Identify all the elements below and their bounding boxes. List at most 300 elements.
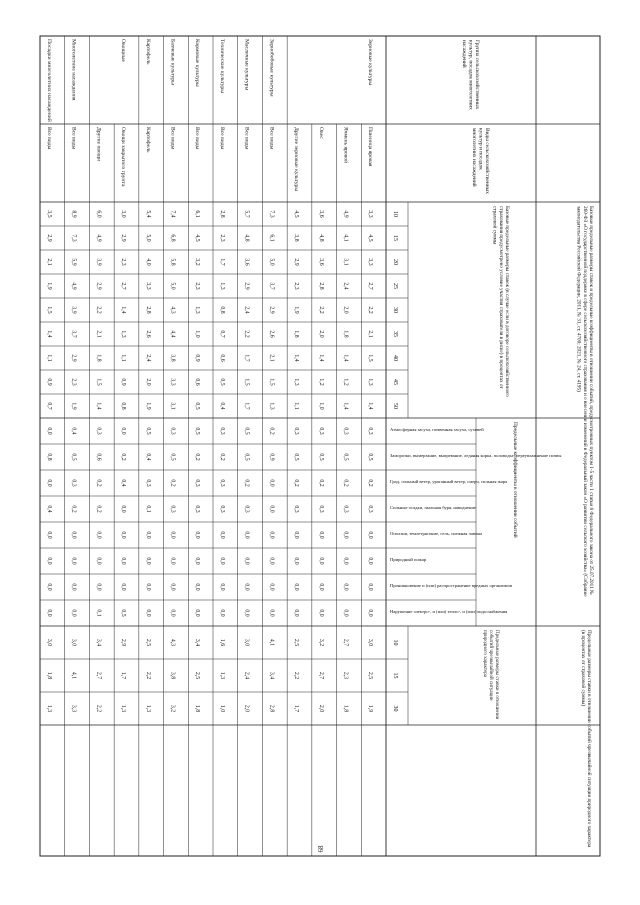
coef-cell: 0,3 bbox=[218, 427, 225, 435]
coef-cell: 0,0 bbox=[268, 557, 275, 565]
table-row-type: Пшеница яровая bbox=[367, 127, 374, 167]
base-cell: 2,6 bbox=[144, 330, 151, 338]
table-title-main: Базовые предельные размеры ставок и предельные коэффициенты в отношении событий, предусмотренных пунктом 1-5 части 1 статьи 8 Федерального закона от 25.07.2011 №260-ФЗ «О государственной поддержке в сфере сельскохозяйственного страхования и о внесении изменений в Федеральный закон «О развитии сельского хозяйства» (Собраниезаконодательства Российской Федерации, 2011, № 31, ст. 4700; 2021, № 24, ст. 4195) bbox=[575, 206, 594, 597]
base-cell: 4,5 bbox=[194, 234, 201, 242]
base-cell: 1,3 bbox=[120, 330, 127, 338]
coef-cell: 0,4 bbox=[120, 479, 127, 487]
table-row-group: Многолетние насаждения bbox=[70, 39, 77, 101]
coef-column-header: Нарушение электро-, и (или) тепло-, и (или) водоснабжения bbox=[390, 609, 508, 614]
base-cell: 3,3 bbox=[144, 282, 151, 290]
base-cell: 4,0 bbox=[144, 258, 151, 266]
base-cell: 2,2 bbox=[367, 306, 374, 314]
base-cell: 8,9 bbox=[70, 210, 77, 218]
coef-cell: 0,0 bbox=[218, 557, 225, 565]
base-cell: 0,9 bbox=[120, 378, 127, 386]
coef-cell: 0,3 bbox=[194, 479, 201, 487]
base-cell: 1,8 bbox=[342, 330, 349, 338]
base-cell: 0,9 bbox=[45, 378, 52, 386]
base-cell: 4,8 bbox=[243, 234, 250, 242]
base-cell: 2,1 bbox=[95, 330, 102, 338]
base-cell: 1,4 bbox=[342, 354, 349, 362]
coef-cell: 0,2 bbox=[218, 453, 225, 461]
base-cell: 1,8 bbox=[95, 354, 102, 362]
base-cell: 0,9 bbox=[194, 354, 201, 362]
right-cell: 3,4 bbox=[194, 638, 201, 647]
base-cell: 2,9 bbox=[243, 282, 250, 290]
coef-cell: 0,5 bbox=[243, 453, 250, 461]
base-cell: 0,4 bbox=[218, 402, 225, 410]
base-cell: 7,3 bbox=[268, 210, 275, 218]
coef-cell: 0,8 bbox=[45, 453, 52, 461]
base-cell: 2,0 bbox=[342, 306, 349, 314]
coef-cell: 0,3 bbox=[194, 505, 201, 513]
coef-cell: 0,0 bbox=[367, 583, 374, 591]
table-row-type: Картофель bbox=[144, 127, 151, 153]
coef-cell: 0,0 bbox=[45, 557, 52, 565]
coef-cell: 0,5 bbox=[243, 427, 250, 435]
coef-cell: 0,9 bbox=[268, 453, 275, 461]
base-cell: 2,9 bbox=[45, 234, 52, 242]
base-cell: 3,3 bbox=[367, 258, 374, 266]
col-coef-header: Предельные коэффициенты в отношении событий bbox=[512, 422, 518, 538]
base-threshold: 10 bbox=[392, 211, 398, 217]
coef-cell: 0,0 bbox=[367, 531, 374, 539]
coef-cell: 0,0 bbox=[367, 609, 374, 617]
right-cell: 3,2 bbox=[169, 704, 176, 713]
coef-cell: 0,0 bbox=[268, 505, 275, 513]
coef-cell: 0,2 bbox=[95, 479, 102, 487]
base-cell: 5,7 bbox=[243, 210, 250, 218]
base-cell: 1,3 bbox=[218, 282, 225, 290]
coef-cell: 0,2 bbox=[120, 453, 127, 461]
table-row-type: Другие овощи bbox=[95, 127, 102, 162]
right-threshold: 15 bbox=[392, 672, 398, 679]
coef-cell: 0,0 bbox=[70, 557, 77, 565]
right-cell: 2,0 bbox=[243, 704, 250, 713]
coef-cell: 0,0 bbox=[342, 609, 349, 617]
base-cell: 0,7 bbox=[45, 402, 52, 410]
coef-column-header: Проникновение и (или) распространение вредных организмов bbox=[390, 583, 513, 588]
base-cell: 6,1 bbox=[268, 234, 275, 242]
coef-cell: 0,0 bbox=[70, 609, 77, 617]
coef-cell: 0,3 bbox=[317, 505, 324, 513]
base-cell: 1,2 bbox=[317, 378, 324, 386]
base-cell: 4,9 bbox=[95, 234, 102, 242]
base-cell: 0,6 bbox=[194, 378, 201, 386]
coef-cell: 0,2 bbox=[293, 479, 300, 487]
base-cell: 1,9 bbox=[293, 306, 300, 314]
coef-cell: 0,0 bbox=[243, 609, 250, 617]
right-cell: 3,0 bbox=[367, 638, 374, 647]
coef-cell: 0,0 bbox=[120, 505, 127, 513]
right-cell: 3,0 bbox=[243, 638, 250, 647]
base-cell: 1,3 bbox=[194, 306, 201, 314]
coef-cell: 0,0 bbox=[144, 531, 151, 539]
right-cell: 1,3 bbox=[45, 704, 52, 713]
coef-cell: 0,0 bbox=[120, 557, 127, 565]
coef-column-header: Оползни, землетрясение, сель, снежная лавина bbox=[390, 531, 483, 536]
coef-cell: 0,0 bbox=[317, 609, 324, 617]
base-cell: 2,4 bbox=[243, 306, 250, 314]
coef-cell: 0,0 bbox=[268, 479, 275, 487]
right-cell: 3,3 bbox=[70, 704, 77, 713]
base-cell: 3,8 bbox=[169, 354, 176, 362]
base-cell: 1,4 bbox=[120, 306, 127, 314]
base-cell: 0,7 bbox=[218, 330, 225, 338]
base-cell: 1,5 bbox=[367, 354, 374, 362]
coef-cell: 0,2 bbox=[268, 427, 275, 435]
right-threshold: 30 bbox=[392, 705, 398, 712]
coef-cell: 0,2 bbox=[367, 479, 374, 487]
base-cell: 6,1 bbox=[194, 210, 201, 218]
right-cell: 3,4 bbox=[95, 638, 102, 647]
coef-cell: 0,0 bbox=[95, 531, 102, 539]
base-cell: 4,3 bbox=[169, 306, 176, 314]
base-cell: 2,1 bbox=[45, 258, 52, 266]
base-cell: 5,9 bbox=[70, 258, 77, 266]
base-cell: 4,9 bbox=[342, 210, 349, 218]
right-cell: 2,7 bbox=[317, 671, 324, 680]
base-cell: 3,1 bbox=[169, 402, 176, 410]
coef-cell: 0,0 bbox=[169, 583, 176, 591]
base-cell: 3,7 bbox=[70, 330, 77, 338]
coef-cell: 0,0 bbox=[317, 557, 324, 565]
base-cell: 1,9 bbox=[144, 402, 151, 410]
base-cell: 1,4 bbox=[293, 354, 300, 362]
table-row-group: Посадки многолетних насаждений bbox=[45, 39, 52, 122]
col-base-header: Базовые предельные размеры ставок (в случае если в договоре сельскохозяйственногострахования предусмотрено условие участия страхователя в риске) в процентах отстраховой суммы bbox=[491, 206, 510, 397]
base-cell: 4,4 bbox=[169, 330, 176, 338]
base-cell: 1,5 bbox=[95, 378, 102, 386]
right-cell: 3,0 bbox=[70, 638, 77, 647]
coef-cell: 0,0 bbox=[95, 583, 102, 591]
base-threshold: 30 bbox=[392, 307, 398, 313]
coef-cell: 0,3 bbox=[169, 505, 176, 513]
table-row-group: Бахчевые культуры bbox=[169, 39, 176, 85]
table-row-type: Все виды bbox=[243, 127, 250, 150]
table-row-type: Овес bbox=[317, 127, 324, 139]
table-row-type: Все виды bbox=[218, 127, 225, 150]
coef-cell: 0,4 bbox=[144, 453, 151, 461]
base-cell: 3,2 bbox=[194, 258, 201, 266]
base-cell: 2,3 bbox=[293, 282, 300, 290]
coef-column-header: Град, сильный ветер, ураганный ветер, смерч, сильная жара bbox=[390, 479, 508, 484]
coef-cell: 0,0 bbox=[293, 583, 300, 591]
base-cell: 1,4 bbox=[95, 402, 102, 410]
base-threshold: 45 bbox=[392, 379, 398, 385]
col-type-header: Виды сельскохозяйственныхкультур и посадокмноголетних насаждений bbox=[471, 128, 490, 194]
coef-cell: 0,3 bbox=[342, 427, 349, 435]
base-cell: 1,7 bbox=[218, 258, 225, 266]
base-cell: 5,0 bbox=[268, 258, 275, 266]
base-cell: 2,8 bbox=[144, 306, 151, 314]
base-cell: 1,1 bbox=[45, 354, 52, 362]
base-cell: 0,8 bbox=[120, 402, 127, 410]
base-threshold: 35 bbox=[392, 331, 398, 337]
base-cell: 1,7 bbox=[243, 354, 250, 362]
right-cell: 1,7 bbox=[120, 671, 127, 680]
coef-cell: 0,0 bbox=[45, 427, 52, 435]
coef-cell: 0,0 bbox=[293, 531, 300, 539]
coef-cell: 0,0 bbox=[293, 557, 300, 565]
coef-cell: 0,0 bbox=[268, 609, 275, 617]
right-cell: 3,4 bbox=[268, 671, 275, 680]
coef-cell: 0,3 bbox=[243, 505, 250, 513]
base-cell: 2,1 bbox=[367, 330, 374, 338]
coef-cell: 0,0 bbox=[293, 609, 300, 617]
coef-cell: 0,5 bbox=[317, 453, 324, 461]
coef-cell: 0,0 bbox=[243, 557, 250, 565]
coef-cell: 0,0 bbox=[218, 583, 225, 591]
base-cell: 3,6 bbox=[243, 258, 250, 266]
coef-cell: 0,3 bbox=[218, 505, 225, 513]
base-threshold: 15 bbox=[392, 235, 398, 241]
table-row-group: Овощные bbox=[120, 39, 127, 62]
coef-cell: 0,5 bbox=[194, 427, 201, 435]
base-cell: 3,3 bbox=[169, 378, 176, 386]
coef-cell: 0,0 bbox=[169, 609, 176, 617]
table-row-type: Другие зерновые культуры bbox=[293, 127, 300, 192]
coef-cell: 0,3 bbox=[218, 479, 225, 487]
right-cell: 1,0 bbox=[218, 704, 225, 713]
base-cell: 1,1 bbox=[293, 402, 300, 410]
coef-cell: 0,4 bbox=[70, 427, 77, 435]
coef-cell: 0,3 bbox=[293, 505, 300, 513]
base-cell: 1,3 bbox=[268, 402, 275, 410]
right-cell: 4,3 bbox=[169, 638, 176, 647]
table-row-type: Все виды bbox=[268, 127, 275, 150]
base-cell: 2,9 bbox=[95, 282, 102, 290]
coef-cell: 0,5 bbox=[367, 453, 374, 461]
base-cell: 0,6 bbox=[218, 354, 225, 362]
right-cell: 2,2 bbox=[293, 671, 300, 680]
table-row-group: Картофель bbox=[144, 39, 151, 65]
right-threshold: 10 bbox=[392, 639, 398, 646]
coef-cell: 0,0 bbox=[144, 609, 151, 617]
table-row-group: Зернобобовые культуры bbox=[268, 39, 275, 97]
base-cell: 2,2 bbox=[243, 330, 250, 338]
right-cell: 3,2 bbox=[317, 638, 324, 647]
page-number: 68 bbox=[317, 845, 325, 853]
coef-cell: 0,0 bbox=[95, 557, 102, 565]
base-cell: 2,8 bbox=[218, 210, 225, 218]
coef-cell: 0,0 bbox=[45, 609, 52, 617]
table-row-group: Зерновые культуры bbox=[367, 39, 374, 86]
coef-cell: 0,0 bbox=[45, 583, 52, 591]
coef-cell: 0,3 bbox=[70, 479, 77, 487]
base-cell: 1,9 bbox=[45, 282, 52, 290]
base-cell: 5,0 bbox=[144, 234, 151, 242]
base-cell: 2,0 bbox=[144, 378, 151, 386]
base-cell: 2,0 bbox=[317, 330, 324, 338]
coef-cell: 0,0 bbox=[144, 557, 151, 565]
base-cell: 2,4 bbox=[342, 282, 349, 290]
coef-cell: 0,0 bbox=[70, 531, 77, 539]
base-cell: 0,5 bbox=[194, 402, 201, 410]
right-cell: 2,0 bbox=[317, 704, 324, 713]
coef-cell: 0,4 bbox=[45, 505, 52, 513]
base-cell: 7,3 bbox=[70, 234, 77, 242]
coef-cell: 0,3 bbox=[342, 505, 349, 513]
base-cell: 7,4 bbox=[169, 210, 176, 218]
coef-cell: 0,5 bbox=[120, 609, 127, 617]
base-cell: 2,3 bbox=[218, 234, 225, 242]
right-cell: 2,9 bbox=[120, 638, 127, 647]
right-cell: 2,2 bbox=[95, 704, 102, 713]
base-cell: 1,7 bbox=[243, 402, 250, 410]
right-cell: 2,5 bbox=[293, 638, 300, 647]
right-cell: 2,5 bbox=[144, 638, 151, 647]
base-cell: 3,8 bbox=[293, 234, 300, 242]
base-cell: 6,8 bbox=[169, 234, 176, 242]
coef-cell: 0,5 bbox=[293, 453, 300, 461]
base-cell: 1,1 bbox=[120, 354, 127, 362]
right-cell: 3,8 bbox=[169, 671, 176, 680]
base-cell: 3,1 bbox=[342, 258, 349, 266]
base-cell: 2,2 bbox=[317, 306, 324, 314]
base-cell: 4,9 bbox=[70, 282, 77, 290]
coef-cell: 0,5 bbox=[342, 453, 349, 461]
coef-cell: 0,0 bbox=[194, 557, 201, 565]
coef-cell: 0,0 bbox=[218, 531, 225, 539]
coef-cell: 0,0 bbox=[120, 531, 127, 539]
base-cell: 3,9 bbox=[70, 306, 77, 314]
coef-cell: 0,0 bbox=[194, 609, 201, 617]
table-row-type: Все виды bbox=[194, 127, 201, 150]
base-cell: 2,9 bbox=[268, 306, 275, 314]
table-row-group: Технические культуры bbox=[218, 39, 225, 93]
coef-cell: 0,1 bbox=[95, 609, 102, 617]
coef-cell: 0,0 bbox=[144, 583, 151, 591]
base-cell: 3,9 bbox=[95, 258, 102, 266]
base-cell: 3,3 bbox=[367, 210, 374, 218]
base-cell: 1,4 bbox=[367, 402, 374, 410]
right-cell: 1,9 bbox=[367, 704, 374, 713]
base-cell: 2,1 bbox=[268, 354, 275, 362]
coef-cell: 0,5 bbox=[144, 427, 151, 435]
table-row-type: Овощи закрытого грунта bbox=[120, 127, 127, 187]
coef-column-header: Заморозки, вымерзание, выпревание, ледяная корка, половодье, переувлажнение почвы bbox=[390, 453, 562, 458]
base-cell: 3,0 bbox=[120, 210, 127, 218]
base-cell: 3,6 bbox=[317, 210, 324, 218]
base-cell: 1,5 bbox=[45, 306, 52, 314]
right-cell: 2,8 bbox=[268, 704, 275, 713]
table-row-group: Масличные культуры bbox=[243, 39, 250, 91]
base-cell: 1,4 bbox=[317, 354, 324, 362]
right-cell: 2,5 bbox=[194, 671, 201, 680]
right-cell: 4,1 bbox=[70, 671, 77, 680]
coef-column-header: Сильные осадки, пыльная буря, наводнение bbox=[390, 505, 476, 510]
base-cell: 2,3 bbox=[120, 258, 127, 266]
base-cell: 2,9 bbox=[293, 258, 300, 266]
base-cell: 1,0 bbox=[194, 330, 201, 338]
base-cell: 1,0 bbox=[317, 402, 324, 410]
right-cell: 1,3 bbox=[120, 704, 127, 713]
right-cell: 4,1 bbox=[268, 638, 275, 647]
base-cell: 4,5 bbox=[293, 210, 300, 218]
coef-cell: 0,0 bbox=[218, 609, 225, 617]
base-threshold: 20 bbox=[392, 259, 398, 265]
coef-cell: 0,3 bbox=[144, 479, 151, 487]
coef-cell: 0,0 bbox=[120, 583, 127, 591]
coef-cell: 0,0 bbox=[70, 583, 77, 591]
right-cell: 2,7 bbox=[342, 638, 349, 647]
base-cell: 5,0 bbox=[169, 282, 176, 290]
base-cell: 3,6 bbox=[317, 258, 324, 266]
coef-column-header: Атмосферная засуха, почвенная засуха, суховей bbox=[390, 427, 484, 432]
base-cell: 4,8 bbox=[317, 234, 324, 242]
table-row-type: Все виды bbox=[169, 127, 176, 150]
coef-cell: 0,0 bbox=[268, 583, 275, 591]
coef-cell: 0,0 bbox=[243, 531, 250, 539]
base-cell: 1,2 bbox=[342, 378, 349, 386]
base-cell: 3,5 bbox=[45, 210, 52, 218]
coef-cell: 0,3 bbox=[317, 427, 324, 435]
coef-cell: 0,0 bbox=[342, 557, 349, 565]
coef-cell: 0,0 bbox=[367, 557, 374, 565]
right-cell: 1,8 bbox=[45, 671, 52, 680]
right-cell: 3,0 bbox=[45, 638, 52, 647]
coef-cell: 0,2 bbox=[243, 479, 250, 487]
base-cell: 4,5 bbox=[367, 234, 374, 242]
base-cell: 3,7 bbox=[268, 282, 275, 290]
coef-cell: 0,3 bbox=[169, 427, 176, 435]
coef-cell: 0,0 bbox=[317, 583, 324, 591]
coef-cell: 0,2 bbox=[317, 479, 324, 487]
coef-cell: 0,0 bbox=[194, 531, 201, 539]
coef-cell: 0,2 bbox=[194, 453, 201, 461]
coef-cell: 0,3 bbox=[293, 427, 300, 435]
base-cell: 2,3 bbox=[70, 378, 77, 386]
coef-cell: 0,5 bbox=[70, 453, 77, 461]
right-cell: 2,3 bbox=[342, 671, 349, 680]
right-cell: 1,3 bbox=[218, 671, 225, 680]
coef-cell: 0,2 bbox=[95, 505, 102, 513]
base-cell: 1,3 bbox=[367, 378, 374, 386]
coef-cell: 0,0 bbox=[317, 531, 324, 539]
coef-cell: 0,0 bbox=[45, 479, 52, 487]
base-cell: 4,1 bbox=[342, 234, 349, 242]
right-subheader: Предельные размеры ставки в отношениисобытий чрезвычайной ситуацииприродного характера bbox=[482, 630, 499, 720]
coef-cell: 0,0 bbox=[268, 531, 275, 539]
table-row-type: Ячмень яровой bbox=[342, 127, 349, 164]
base-threshold: 40 bbox=[392, 355, 398, 361]
coef-cell: 0,3 bbox=[95, 427, 102, 435]
base-cell: 1,5 bbox=[268, 378, 275, 386]
base-cell: 2,8 bbox=[317, 282, 324, 290]
right-cell: 2,7 bbox=[95, 671, 102, 680]
right-cell: 2,5 bbox=[367, 671, 374, 680]
base-threshold: 25 bbox=[392, 283, 398, 289]
base-cell: 6,0 bbox=[95, 210, 102, 218]
base-cell: 1,5 bbox=[243, 378, 250, 386]
right-cell: 2,4 bbox=[243, 671, 250, 680]
col-group-header: Группа сельскохозяйственныхкультур, посадок многолетнихнасаждений bbox=[461, 40, 480, 110]
coef-cell: 0,0 bbox=[194, 583, 201, 591]
coef-cell: 0,0 bbox=[243, 583, 250, 591]
base-cell: 2,7 bbox=[120, 282, 127, 290]
right-cell: 2,2 bbox=[144, 671, 151, 680]
right-cell: 1,6 bbox=[218, 638, 225, 647]
base-cell: 2,4 bbox=[144, 354, 151, 362]
base-cell: 2,7 bbox=[367, 282, 374, 290]
coef-cell: 0,0 bbox=[120, 427, 127, 435]
coef-cell: 0,2 bbox=[342, 479, 349, 487]
right-cell: 1,8 bbox=[342, 704, 349, 713]
base-threshold: 50 bbox=[392, 403, 398, 409]
coef-cell: 0,1 bbox=[144, 505, 151, 513]
coef-column-header: Природный пожар bbox=[390, 557, 427, 562]
